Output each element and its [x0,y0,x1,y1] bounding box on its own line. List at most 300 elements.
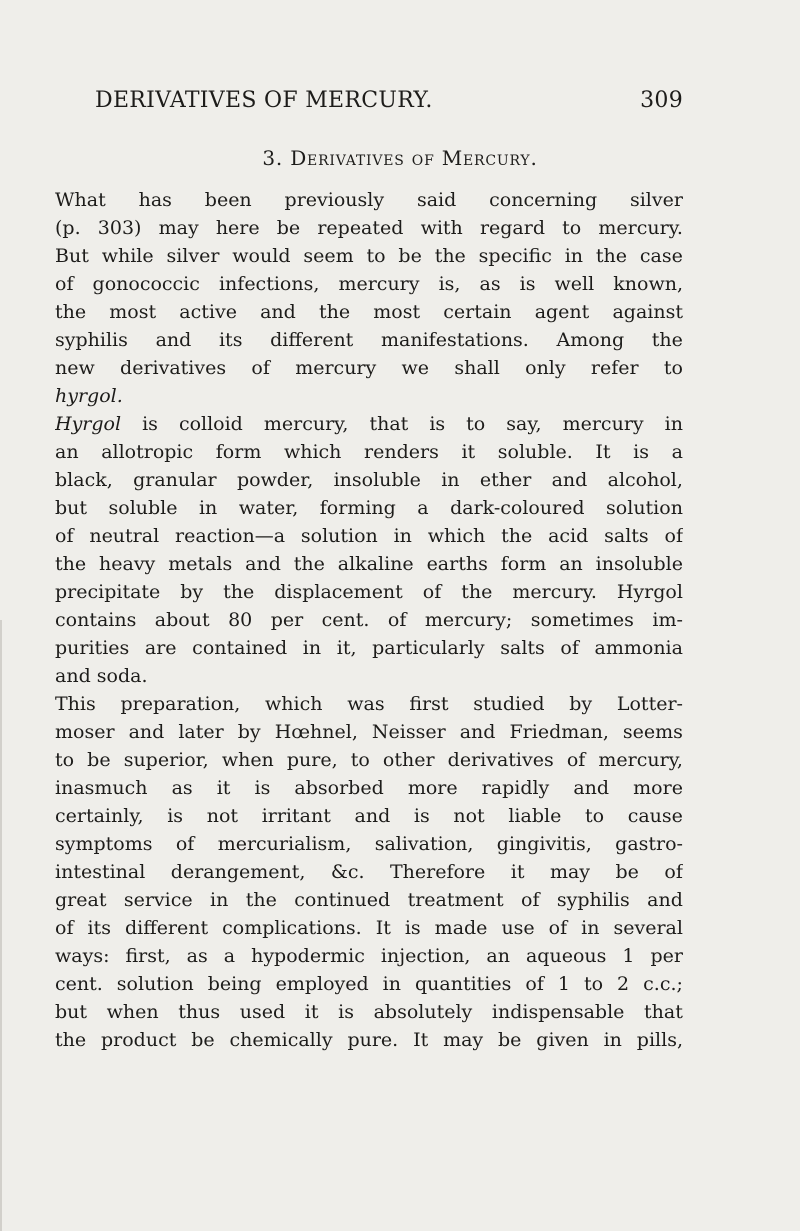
word: in [664,413,683,435]
word: while [101,245,154,267]
word: different [124,917,209,939]
word: derivatives [447,749,554,771]
word: made [434,917,488,939]
word: and [155,329,192,351]
word: gonococcic [92,273,200,295]
word: to [663,357,683,379]
word: of [55,917,74,939]
word: in [603,1029,622,1051]
word: great [55,889,107,911]
word: absorbed [294,777,384,799]
word: mercury. [598,217,683,239]
word: manifestations. [381,329,529,351]
word: inasmuch [55,777,148,799]
word: forming [319,497,396,519]
word: certain [443,301,512,323]
word: was [347,693,385,715]
word: irritant [261,805,331,827]
word: may [158,217,199,239]
word: a [417,497,429,519]
word: salivation, [374,833,474,855]
word: c.c.; [643,973,683,995]
word: is, [438,273,461,295]
word: liable [508,805,562,827]
text-line [55,858,683,886]
text-line [55,606,683,634]
word: as [186,945,208,967]
word: 1 [622,945,635,967]
word: But [55,245,89,267]
word: salts [604,525,649,547]
word: said [416,189,457,211]
word: salts [500,637,545,659]
word: Hœhnel, [274,721,358,743]
word: of [387,609,407,631]
word: derangement, [170,861,306,883]
word: Neisser [371,721,446,743]
word: is [338,1001,354,1023]
text-line [55,634,683,662]
word: of [566,749,586,771]
word: more [633,777,683,799]
word: agent [534,301,590,323]
word: against [612,301,683,323]
word: of [251,357,270,379]
word: the [55,301,87,323]
text-line [55,998,683,1026]
word: 80 [228,609,253,631]
word: of [525,973,544,995]
text-line [55,410,683,438]
text-line [55,578,683,606]
word: by [569,693,593,715]
word: it, [336,637,357,659]
text-line [55,690,683,718]
text-line [55,214,683,242]
section-heading: 3. Derivatives of Mercury. [262,146,538,170]
word: its [87,917,111,939]
word: to [350,749,370,771]
word: which [265,693,323,715]
word: the [501,525,533,547]
text-line [55,886,683,914]
word: cause [627,805,683,827]
word: used [239,1001,286,1023]
text-line [55,242,683,270]
word: when [221,749,274,771]
word: the [55,1029,87,1051]
word: refer [590,357,639,379]
word: later [178,721,224,743]
word: be [191,1029,215,1051]
word: being [207,973,262,995]
word: that [644,1001,683,1023]
word: an [559,553,583,575]
word: it [216,777,231,799]
word: complications. [222,917,362,939]
word: chemically [229,1029,333,1051]
word: earths [426,553,488,575]
text-line [55,438,683,466]
word: reaction—a [175,525,286,547]
word: with [420,217,463,239]
word: dark-coloured [450,497,585,519]
word: in [564,245,584,267]
word: it [461,441,476,463]
word: its [218,329,243,351]
word: regard [479,217,545,239]
word: It [375,917,391,939]
word: colloid [178,413,243,435]
word: rapidly [481,777,550,799]
word: treatment [407,889,504,911]
word: case [639,245,683,267]
word: been [204,189,252,211]
word: of [664,525,683,547]
word: preparation, [120,693,241,715]
word: silver [166,245,220,267]
word: mercury. [512,581,597,603]
running-head-title: DERIVATIVES OF MERCURY. [95,88,433,113]
text-line [55,466,683,494]
word: when [106,1001,159,1023]
word: most [373,301,421,323]
word: thus [178,1001,221,1023]
word: insoluble [595,553,683,575]
word: mercury, [263,413,349,435]
word: per [270,609,304,631]
word: the [461,581,493,603]
word: be [498,1029,522,1051]
word: allotropic [101,441,194,463]
word: and [647,889,683,911]
word: studied [473,693,545,715]
word: 1 [557,973,570,995]
word: contains [55,609,137,631]
word: ether [479,469,532,491]
word: as [171,777,193,799]
word: different [270,329,354,351]
word: displacement [274,581,403,603]
word: quantities [415,973,512,995]
word: and [459,721,496,743]
word: What [55,189,106,211]
word: is [142,413,158,435]
word: of [521,889,540,911]
word: sometimes [530,609,634,631]
word: not [453,805,485,827]
word: black, [55,469,113,491]
word: moser [55,721,115,743]
word: This [55,693,96,715]
word: repeated [317,217,404,239]
word: is [254,777,271,799]
text-line [55,942,683,970]
word: be [398,245,422,267]
word: be [615,861,639,883]
word: syphilis [556,889,630,911]
text-line [55,270,683,298]
word: mercury; [424,609,513,631]
word: syphilis [55,329,128,351]
word: ways: [55,945,110,967]
word: to [466,413,486,435]
word: of [55,273,74,295]
word: hypodermic [251,945,365,967]
page-edge-shadow [0,620,2,1231]
word: is [404,917,421,939]
word: in [210,889,229,911]
word: concerning [489,189,598,211]
word: im- [652,609,683,631]
word: the [319,301,351,323]
word: infections, [218,273,320,295]
word: known, [613,273,683,295]
word: ammonia [594,637,683,659]
word: silver [629,189,683,211]
word: solution [300,525,378,547]
text-line [55,522,683,550]
word: in [302,637,322,659]
text-line [55,550,683,578]
word: granular [133,469,217,491]
word: Among [556,329,625,351]
word: is [519,273,536,295]
word: the [651,329,683,351]
word: as [479,273,501,295]
word: precipitate [55,581,161,603]
word: a [671,441,683,463]
word: first, [125,945,171,967]
word: may [443,1029,484,1051]
word: that [369,413,409,435]
text-line [55,354,683,382]
word: about [154,609,210,631]
word: of [55,525,74,547]
word: first [409,693,449,715]
word: cent. [55,973,103,995]
word: a [223,945,236,967]
word: absolutely [373,1001,473,1023]
word: we [401,357,430,379]
word: mercury [562,413,644,435]
word: service [123,889,193,911]
word: is [167,805,184,827]
text-line [55,830,683,858]
text-line: hyrgol. [55,385,123,407]
word: use [501,917,535,939]
running-head [95,88,683,116]
word: insoluble [333,469,421,491]
word: mercury [338,273,420,295]
word: symptoms [55,833,153,855]
word: but [55,1001,88,1023]
word: an [486,945,510,967]
word: It [595,441,611,463]
word: in [393,525,412,547]
word: in [441,469,460,491]
word: here [215,217,260,239]
word: the [245,889,277,911]
word: Hyrgol [55,413,122,435]
text-line [55,1026,683,1054]
text-line: and soda. [55,665,148,687]
word: per [650,945,683,967]
word: and [260,301,296,323]
word: of [175,833,195,855]
word: Friedman, [509,721,609,743]
text-line [55,326,683,354]
word: has [138,189,172,211]
word: specific [478,245,552,267]
word: Lotter- [616,693,683,715]
word: 303) [97,217,142,239]
word: contained [192,637,288,659]
text-line [55,298,683,326]
word: in [198,497,218,519]
word: mercury [295,357,377,379]
word: solution [116,973,194,995]
word: of [560,637,579,659]
word: alkaline [337,553,414,575]
word: it [304,1001,319,1023]
page-number: 309 [640,88,683,113]
word: it [510,861,525,883]
word: would [232,245,291,267]
text-line [55,746,683,774]
word: in [581,917,600,939]
word: and [354,805,391,827]
word: to [55,749,75,771]
word: &c. [330,861,365,883]
word: say, [506,413,542,435]
word: mercury, [598,749,683,771]
word: purities [55,637,130,659]
word: the [223,581,255,603]
word: neutral [89,525,160,547]
text-line [55,970,683,998]
word: an [55,441,79,463]
word: cent. [321,609,370,631]
word: mercurialism, [217,833,352,855]
word: be [87,749,111,771]
word: to [366,245,386,267]
word: other [382,749,435,771]
word: continued [294,889,391,911]
text-line [55,494,683,522]
word: form [500,553,547,575]
word: by [180,581,204,603]
word: and [128,721,165,743]
word: indispensable [491,1001,625,1023]
word: to [584,805,605,827]
word: and [573,777,610,799]
word: are [144,637,177,659]
word: alcohol, [607,469,683,491]
word: particularly [372,637,485,659]
word: be [276,217,301,239]
word: intestinal [55,861,146,883]
word: of [422,581,442,603]
text-line [55,802,683,830]
word: pure, [286,749,338,771]
text-line [55,774,683,802]
word: gastro- [615,833,683,855]
word: soluble [108,497,178,519]
word: (p. [55,217,81,239]
word: metals [168,553,233,575]
word: Therefore [389,861,486,883]
word: new [55,357,95,379]
text-line [55,914,683,942]
word: heavy [99,553,156,575]
word: is [413,805,430,827]
word: certainly, [55,805,144,827]
word: may [549,861,591,883]
word: in [382,973,401,995]
word: seem [303,245,354,267]
word: derivatives [120,357,227,379]
word: form [215,441,262,463]
word: is [429,413,446,435]
word: pure. [347,1029,399,1051]
word: is [633,441,649,463]
word: but [55,497,88,519]
word: and [551,469,588,491]
word: product [100,1029,177,1051]
word: several [613,917,683,939]
word: seems [622,721,683,743]
word: pills, [636,1029,683,1051]
word: the [595,245,628,267]
word: the [55,553,87,575]
word: of [664,861,683,883]
word: the [434,245,466,267]
word: Hyrgol [616,581,683,603]
word: powder, [236,469,314,491]
word: most [109,301,157,323]
word: acid [548,525,589,547]
word: to [562,217,582,239]
word: active [179,301,237,323]
word: by [237,721,261,743]
word: water, [238,497,299,519]
word: employed [275,973,369,995]
word: and [245,553,281,575]
word: of [548,917,568,939]
word: only [525,357,566,379]
word: well [554,273,595,295]
word: injection, [380,945,471,967]
word: 2 [617,973,630,995]
word: more [407,777,458,799]
word: superior, [123,749,209,771]
word: previously [284,189,385,211]
text-line [55,186,683,214]
text-line [55,718,683,746]
word: to [583,973,604,995]
word: the [293,553,325,575]
word: renders [364,441,439,463]
body-text [55,186,683,1054]
word: solution [606,497,683,519]
word: soluble. [497,441,573,463]
word: aqueous [525,945,607,967]
word: shall [454,357,500,379]
word: which [283,441,342,463]
word: gingivitis, [496,833,592,855]
word: given [536,1029,589,1051]
